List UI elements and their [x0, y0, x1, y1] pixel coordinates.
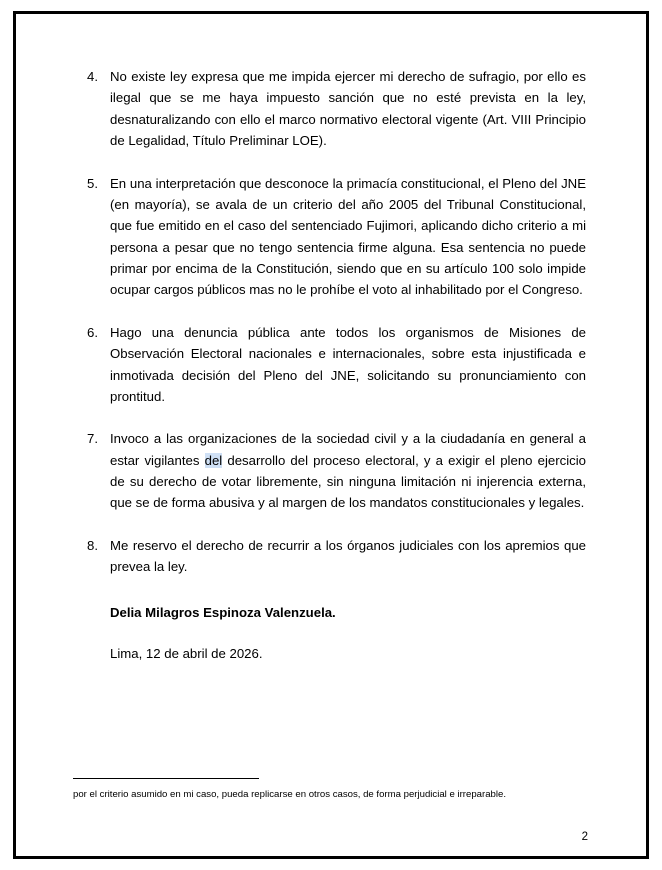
signature-line: Delia Milagros Espinoza Valenzuela. [110, 604, 336, 620]
footnote-text: por el criterio asumido en mi caso, pueda replicarse en otros casos, de forma perjudicial e irreparable. [73, 789, 506, 800]
list-item-text-before-selection: Invoco a las organizaciones de la sociedad civil y a la ciudadanía en general a estar vigilantes [110, 431, 586, 468]
list-item-rest-text: sobre esta injustificada e inmotivada decisión del Pleno del JNE, solicitando su pronunciamiento con prontitud. [110, 346, 586, 404]
list-item [73, 173, 586, 301]
list-item-number: 8. [87, 537, 98, 553]
list-item-text [98, 322, 586, 408]
list-item-text: Me reservo el derecho de recurrir a los órganos judiciales con los apremios que prevea la ley. [110, 537, 586, 575]
page-number: 2 [581, 831, 588, 843]
list-item-number: 5. [87, 175, 98, 191]
text-selection-highlight[interactable]: del [204, 452, 223, 468]
list-item-number: 6. [87, 324, 98, 340]
document-body [16, 14, 646, 856]
list-item-number: 7. [87, 431, 98, 447]
list-item-text: No existe ley expresa que me impida ejercer mi derecho de sufragio, por ello es ilegal que se me haya impuesto sanción que no esté prevista en la ley, desnaturalizando con ello el marco normativo electoral vigente (Art. VIII Principio de Legalidad, Título Preliminar LOE). [110, 69, 586, 149]
list-item [73, 322, 586, 408]
list-item [73, 66, 586, 152]
list-item-text-after-selection: desarrollo del proceso electoral, y a exigir el pleno ejercicio de su derecho de votar libremente, sin ninguna limitación ni injerencia externa, que se de forma abusiva y al margen de los mandatos constitucionales y legales. [110, 452, 587, 511]
list-item [73, 428, 586, 514]
document-page [13, 11, 649, 859]
list-item-text: En una interpretación que desconoce la primacía constitucional, el Pleno del JNE (en mayoría), se avala de un criterio del año 2005 del Tribunal Constitucional, que fue emitido en el caso del sentenciado Fujimori, aplicando dicho criterio a mi persona a pesar que no tengo sentencia firme alguna. Esa sentencia no puede primar por encima de la Constitución, siendo que en su artículo 100 solo impide ocupar cargos públicos mas no le prohíbe el voto al inhabilitado por el Congreso. [110, 175, 586, 298]
footnote-separator [73, 778, 259, 779]
list-item [73, 535, 586, 578]
list-item-number: 4. [87, 69, 98, 84]
list-item-bold-text: Hago una denuncia pública ante todos los organismos de Misiones de Observación Electoral nacionales e internacionales, [110, 324, 586, 362]
list-item-text [98, 428, 586, 514]
place-and-date: Lima, 12 de abril de 2026. [110, 645, 263, 661]
